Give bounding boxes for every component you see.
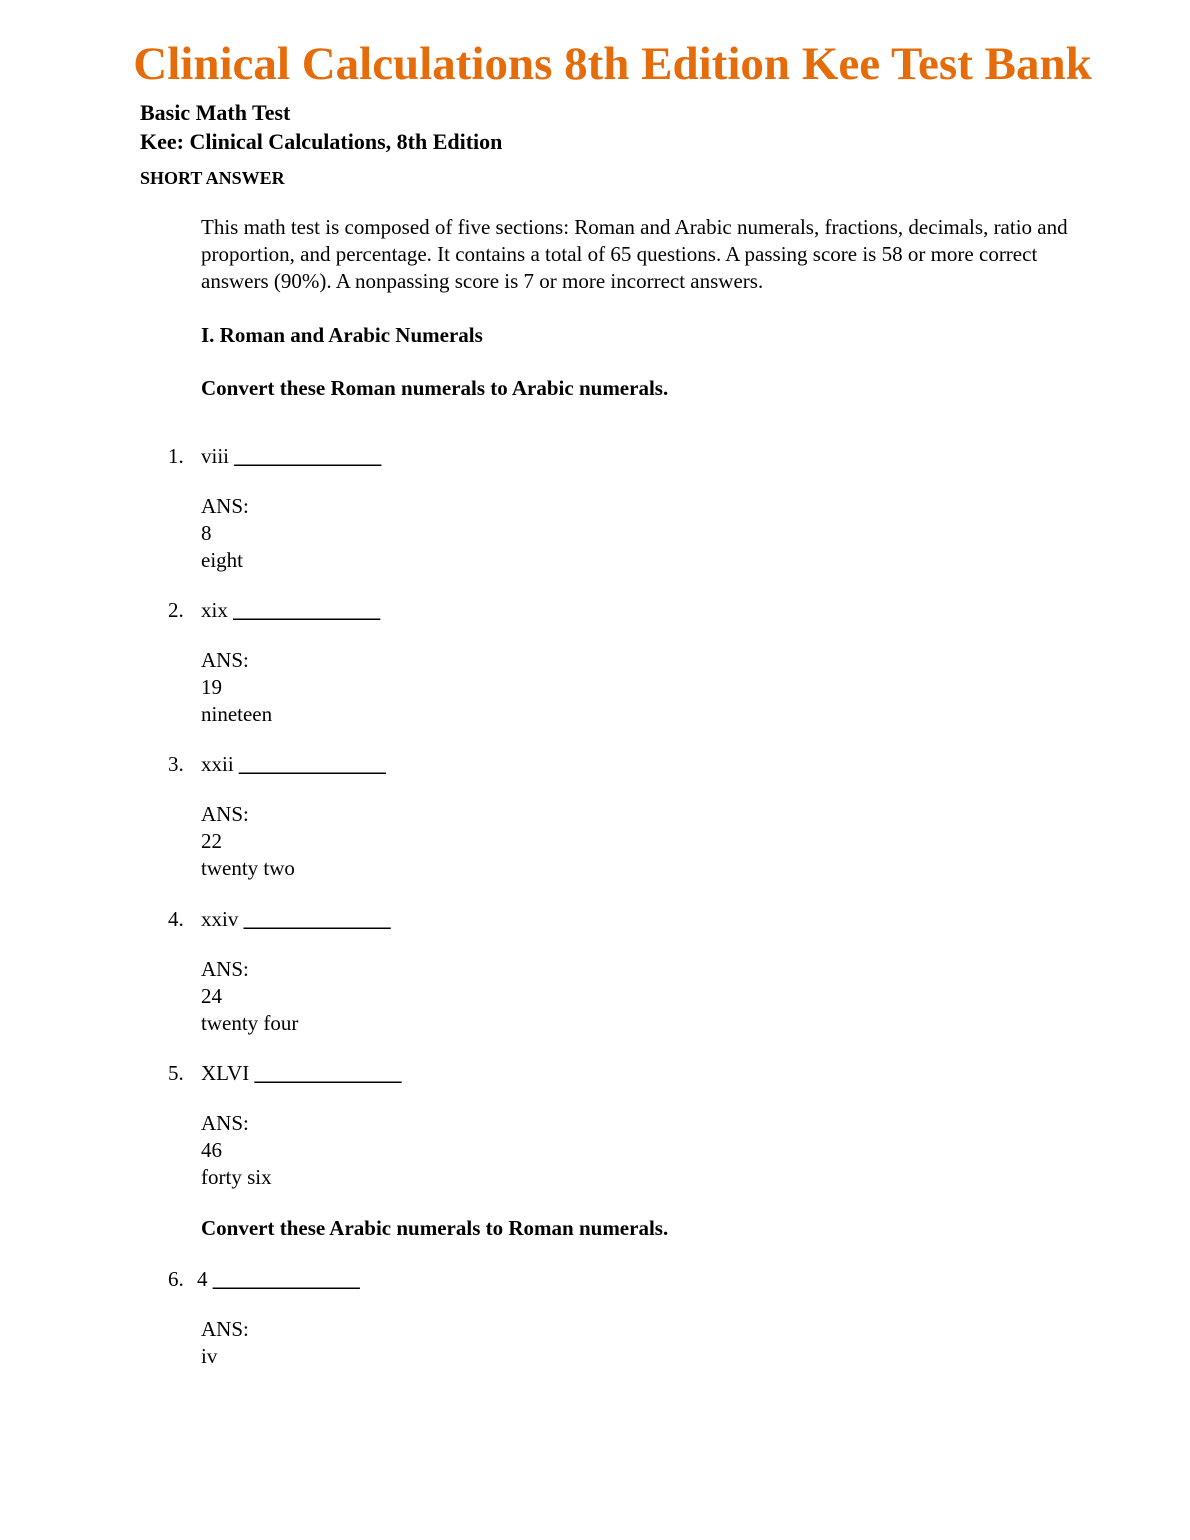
answer-blank: ______________ [238,752,386,776]
answer-blank: ______________ [243,907,391,931]
question-number: 5. [168,1061,184,1085]
prompt-text: XLVI [201,1061,250,1085]
answer-value: 24 [201,984,222,1008]
answer-value: twenty two [201,856,295,880]
question-type: SHORT ANSWER [140,168,285,188]
instruction-arabic-to-roman: Convert these Arabic numerals to Roman numerals. [201,1216,669,1240]
question-number: 6. [168,1267,184,1291]
answer-value: twenty four [201,1011,299,1035]
question-prompt [201,597,380,623]
answer-value: 46 [201,1138,222,1162]
answer-value: nineteen [201,702,273,726]
answer-blank: ______________ [212,1267,360,1291]
document-title: Clinical Calculations 8th Edition Kee Test Bank [133,38,1092,90]
answer-label: ANS: [201,1111,249,1135]
prompt-text: viii [201,444,230,468]
book-title: Kee: Clinical Calculations, 8th Edition [140,129,503,154]
question-number: 4. [168,907,184,931]
answer-label: ANS: [201,957,249,981]
answer-blank: ______________ [254,1061,402,1085]
answer-label: ANS: [201,494,249,518]
answer-blank: ______________ [233,598,381,622]
question-number: 2. [168,598,184,622]
answer-value: forty six [201,1165,272,1189]
section-heading: I. Roman and Arabic Numerals [201,323,483,347]
answer-value: 8 [201,521,212,545]
test-title: Basic Math Test [140,100,291,125]
answer-value: iv [201,1344,218,1368]
question-prompt [201,443,381,469]
question-prompt [201,1060,401,1086]
question-prompt [201,751,386,777]
answer-value: eight [201,548,243,572]
answer-value: 19 [201,675,222,699]
question-prompt [201,906,391,932]
question-prompt [197,1266,360,1292]
answer-label: ANS: [201,648,249,672]
intro-paragraph: This math test is composed of five sections: Roman and Arabic numerals, fractions, decimals, ratio and proportion, and percentage. It contains a total of 65 questions. A passing score is 58 or more correct answers (90%). A nonpassing score is 7 or more incorrect answers. [201,215,1068,293]
prompt-text: 4 [197,1267,208,1291]
prompt-text: xxiv [201,907,239,931]
answer-label: ANS: [201,1317,249,1341]
prompt-text: xix [201,598,228,622]
answer-value: 22 [201,829,222,853]
question-number: 1. [168,444,184,468]
answer-blank: ______________ [234,444,382,468]
answer-label: ANS: [201,802,249,826]
question-number: 3. [168,752,184,776]
prompt-text: xxii [201,752,234,776]
instruction-roman-to-arabic: Convert these Roman numerals to Arabic numerals. [201,376,669,400]
